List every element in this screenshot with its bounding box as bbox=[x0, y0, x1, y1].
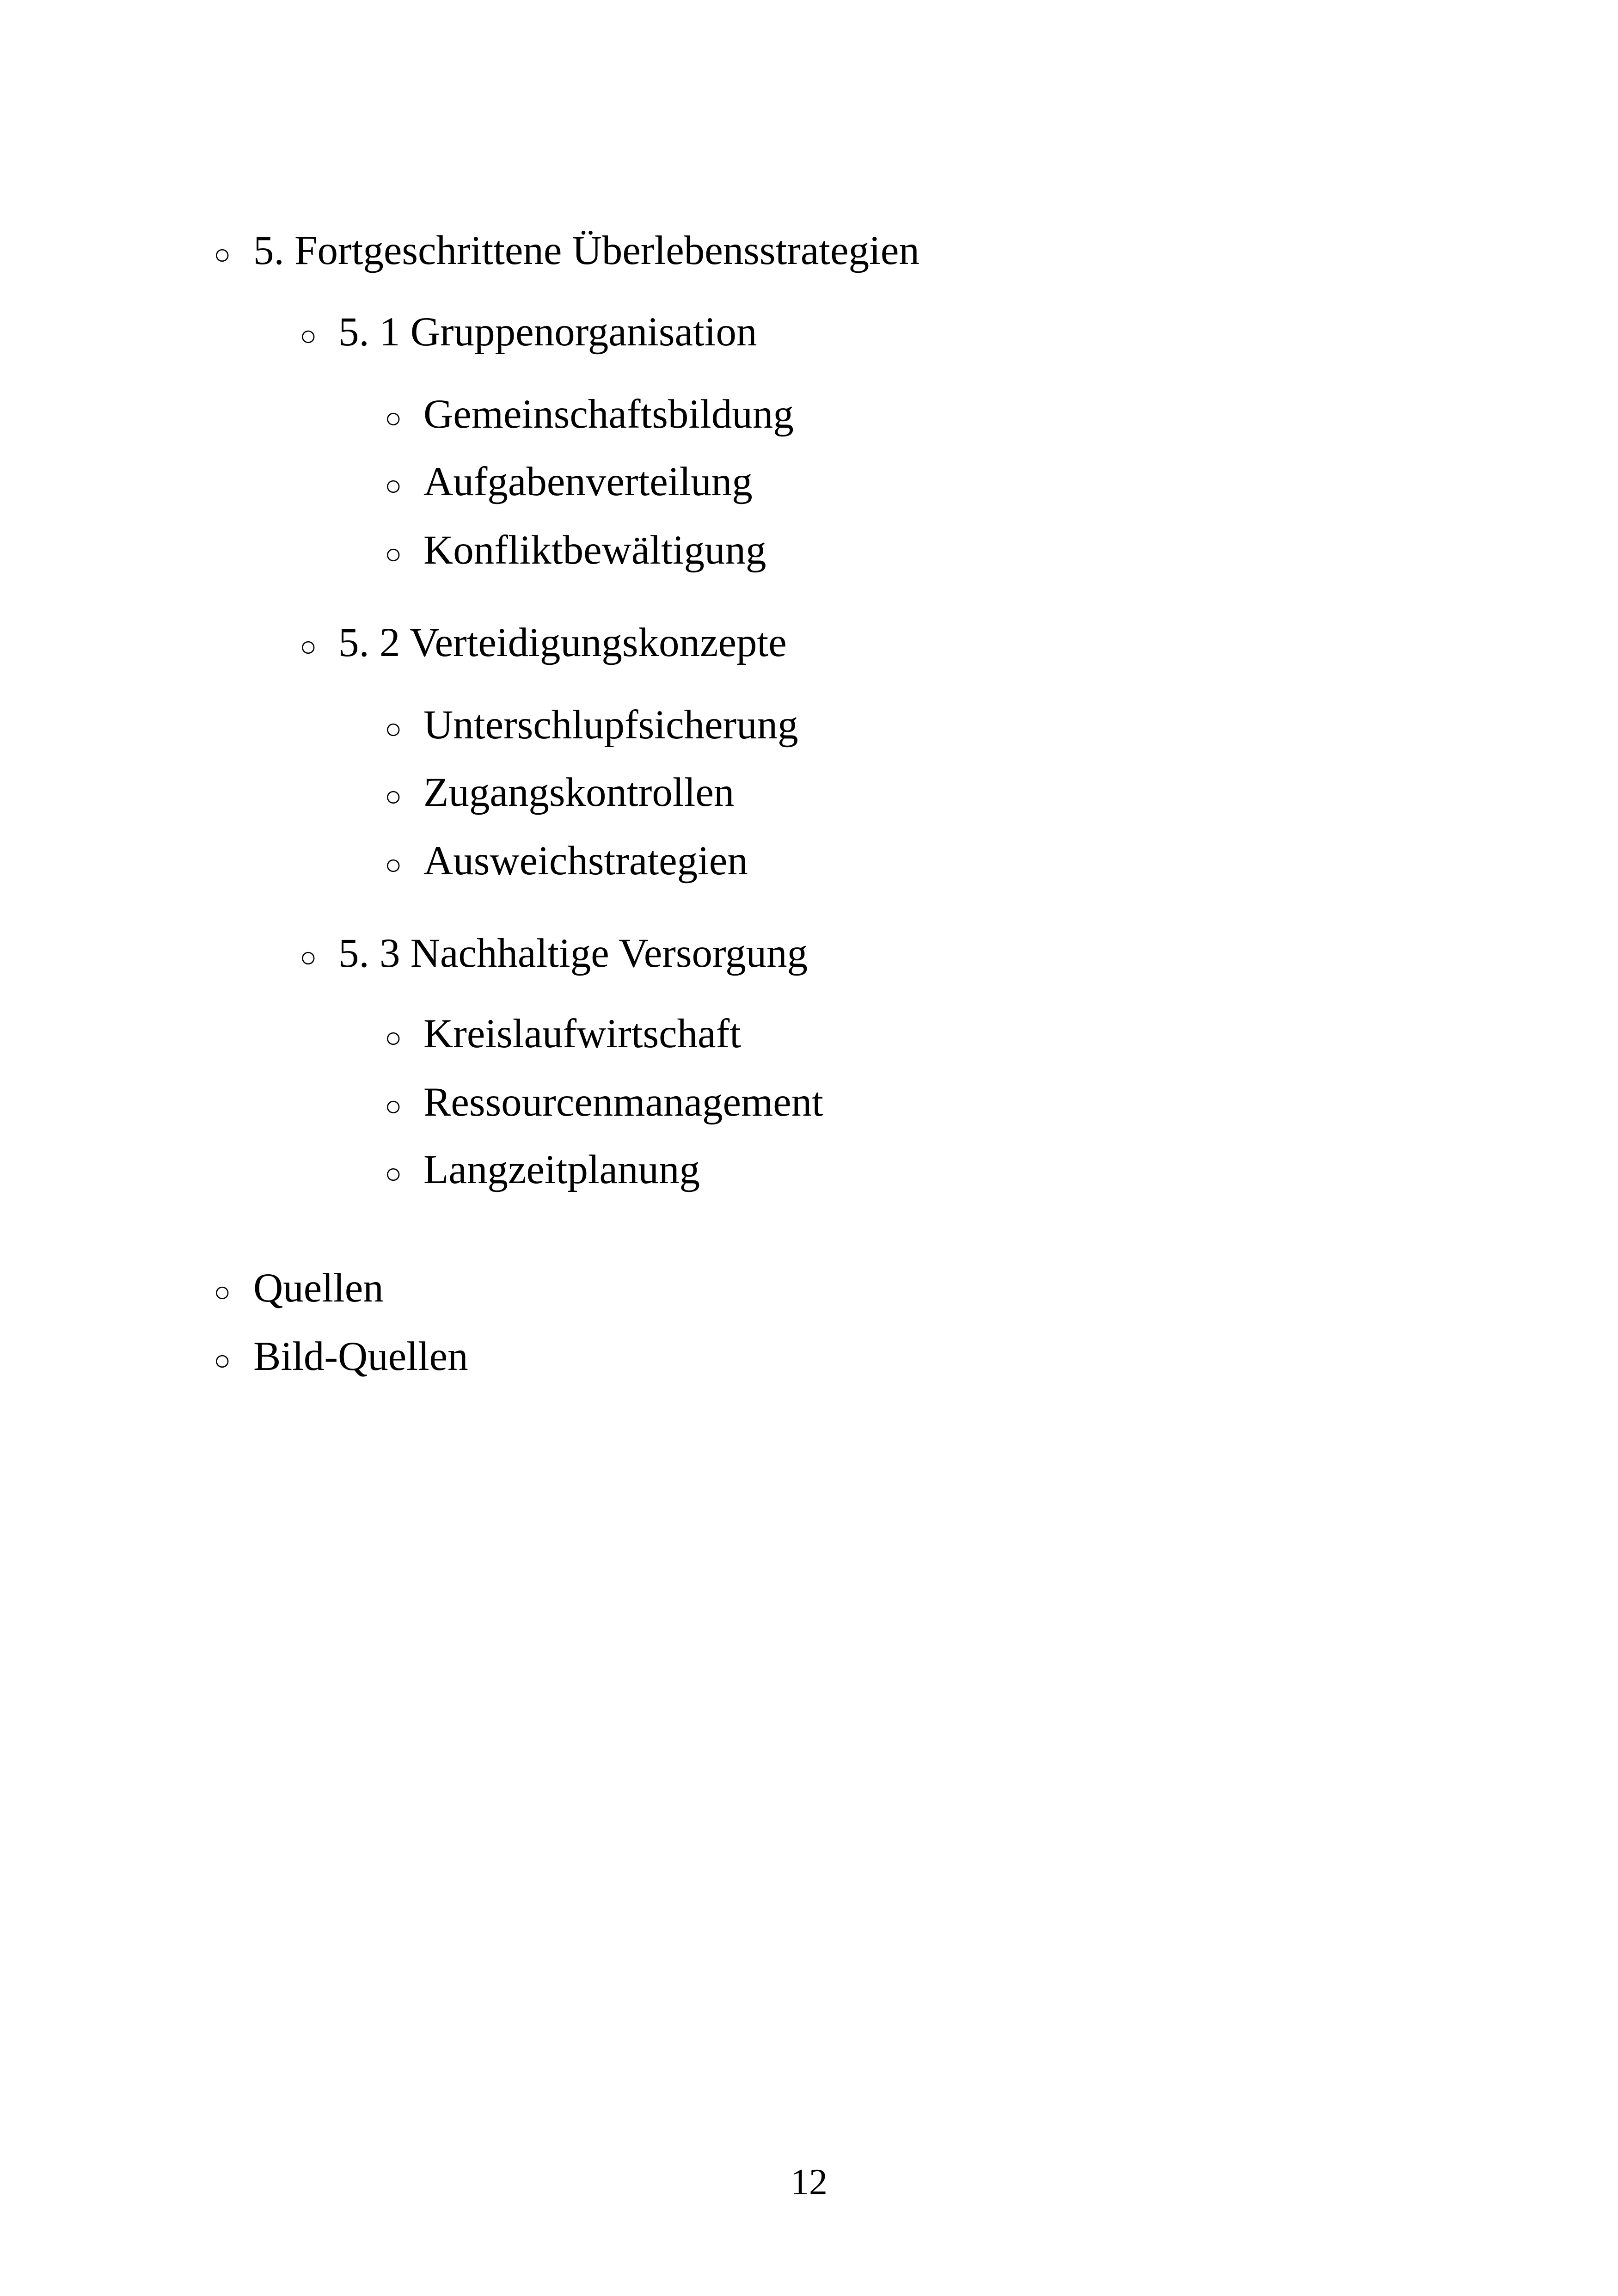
bullet-icon: ○ bbox=[300, 631, 317, 663]
bullet-icon: ○ bbox=[385, 849, 402, 881]
bullet-icon: ○ bbox=[214, 1345, 231, 1376]
bullet-icon: ○ bbox=[214, 239, 231, 270]
outline-item-5-3-2: Ressourcenmanagement bbox=[423, 1080, 823, 1125]
bullet-icon: ○ bbox=[385, 781, 402, 812]
outline-item-5-2: 5. 2 Verteidigungskonzepte bbox=[338, 620, 787, 665]
outline-item-5-1-3: Konfliktbewältigung bbox=[423, 528, 766, 573]
outline-item-5-3: 5. 3 Nachhaltige Versorgung bbox=[338, 931, 808, 976]
bullet-icon: ○ bbox=[300, 320, 317, 352]
bullet-icon: ○ bbox=[385, 1091, 402, 1122]
outline-item-5-3-1: Kreislaufwirtschaft bbox=[423, 1011, 742, 1056]
outline-item-image-sources: Bild-Quellen bbox=[253, 1334, 468, 1379]
bullet-icon: ○ bbox=[385, 470, 402, 502]
bullet-icon: ○ bbox=[385, 1158, 402, 1190]
bullet-icon: ○ bbox=[300, 942, 317, 973]
page-number: 12 bbox=[791, 2162, 827, 2203]
outline-item-5-3-3: Langzeitplanung bbox=[423, 1147, 700, 1192]
bullet-icon: ○ bbox=[385, 403, 402, 434]
bullet-icon: ○ bbox=[385, 539, 402, 570]
outline-item-section-5: 5. Fortgeschrittene Überlebensstrategien bbox=[253, 228, 919, 273]
outline-item-5-2-1: Unterschlupfsicherung bbox=[423, 702, 798, 748]
outline-item-5-1-2: Aufgabenverteilung bbox=[423, 459, 753, 504]
outline-item-5-1: 5. 1 Gruppenorganisation bbox=[338, 309, 757, 355]
bullet-icon: ○ bbox=[385, 713, 402, 745]
bullet-icon: ○ bbox=[385, 1022, 402, 1054]
outline-item-5-2-3: Ausweichstrategien bbox=[423, 838, 748, 884]
bullet-icon: ○ bbox=[214, 1277, 231, 1308]
outline-item-5-1-1: Gemeinschaftsbildung bbox=[423, 392, 794, 437]
outline-item-sources: Quellen bbox=[253, 1265, 384, 1311]
outline-item-5-2-2: Zugangskontrollen bbox=[423, 770, 735, 815]
